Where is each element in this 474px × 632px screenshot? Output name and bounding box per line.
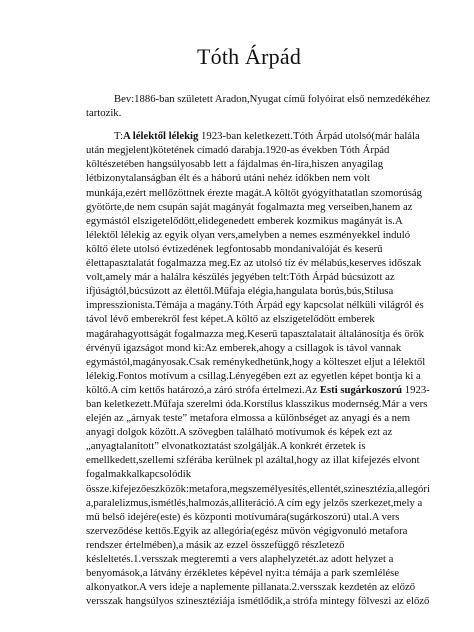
text-line: anyagi dolgok között.A szövegben található motívumok és képek ezt az xyxy=(86,426,393,439)
text-line: volt,amely már a halálra készülés jegyében telt:Tóth Árpád búcsúzott az xyxy=(86,271,395,284)
text-line: elején az „árnyak teste” metafora elmossa a különbséget az anyagi és a nem xyxy=(86,412,411,425)
text-line: emellkedett,szellemi szférába kerülnek pl azáltal,hogy az illat kifejezés elvont xyxy=(86,454,420,467)
text-line: késleltetés.1.versszak megteremti a vers alaphelyzetét.az adott helyzet a xyxy=(86,553,394,565)
text-line: mű belső idejére(este) és központi motívumára(sugárkoszorú) utal.A vers xyxy=(86,510,400,523)
text-line: után megjelent)kötetének címadó darabja.1920-as években Tóth Árpád xyxy=(86,144,390,157)
text-line: egymástól elszigetelődött,elidegenedett emberek kozmikus magányát is.A xyxy=(86,214,403,227)
text-line: távol lévő emberekről fest képet.A költő az elszigetelődött emberek xyxy=(86,313,375,326)
text-run: 1923-ban keletkezett.Tóth Árpád utolsó(már halála xyxy=(198,130,420,143)
text-line: rendszer értelmében),a másik az ezzel összefüggő részletező xyxy=(86,538,345,551)
text-prefix: Az xyxy=(304,383,320,396)
text-line: érvényű igazságot mond ki:Az emberek,ahogy a csillagok is távol vannak xyxy=(86,341,402,354)
text-line: Bev:1886-ban született Aradon,Nyugat című folyóirat első nemzedékéhez xyxy=(114,93,431,105)
text-line: tartozik. xyxy=(86,107,122,120)
text-line: költészetében hangsúlyosabb lett a fájdalmas én-líra,hiszen anyagilag xyxy=(86,158,384,171)
text-line: fogalmakkalkapcsolódik xyxy=(86,468,192,481)
bio-paragraph xyxy=(86,92,431,120)
text-line: a,paralelizmus,ismétlés,halmozás,alliteráció.A cím egy jelzős szerkezet,mely a xyxy=(86,496,423,509)
text-line: lélekig.Fontos motívum a csillag.Lényegében ezt az egyetlen képet bontja ki a xyxy=(86,369,421,382)
body-paragraph xyxy=(86,129,430,608)
text-line: impresszionista.Témája a magány.Tóth Árpád egy kapcsolat nélküli világról és xyxy=(86,299,424,312)
page-title: Tóth Árpád xyxy=(196,44,302,69)
text-line: költő élete utolsó évtizedének legfontosabb mondanivalóját és keserű xyxy=(86,242,383,255)
text-line: lélektől lélekig az egyik olyan vers,amelyben a nemes eszményekkel induló xyxy=(86,228,411,241)
text-prefix: T: xyxy=(114,130,123,143)
text-line: össze.kifejezőeszközök:metafora,megszemélyesítés,ellentét,szinesztézia,allegóri xyxy=(86,482,430,495)
poem-title-bold: Esti sugárkoszorú xyxy=(319,383,403,396)
text-line: egymástól,magányosak.Csak reménykedhetünk,hogy a költeszet eljut a lélektől xyxy=(86,355,426,368)
text-run: költő.A cím kettős határozó,a záró strófa értelmezi. xyxy=(86,383,305,396)
text-line: ifjúságtól,búcsúzott az élettől.Műfaja elégia,hangulata borús,bús,Stilusa xyxy=(86,285,394,298)
text-line: gyötörte,de nem csupán saját magányát fogalmazta meg verseiben,hanem az xyxy=(86,200,413,213)
text-line: létbizonytalanságban élt és a háború utáni nehéz időkben nem volt xyxy=(86,172,371,185)
text-line: alkonyatkor.A vers ideje a naplemente pillanata.2.versszak kezdetén az előző xyxy=(86,581,416,594)
text-line: benyomások,a látvány érzékletes képével nyit:a témája a park szemlélése xyxy=(86,567,400,580)
text-line xyxy=(86,129,420,143)
text-line xyxy=(86,383,430,397)
text-line: élettapasztalatát fogalmazza meg.Ez az utolsó tíz év mélabús,keserves időszak xyxy=(86,257,422,270)
text-line: versszak hangsúlyos szinesztéziája ismétlődik,a strófa mintegy fölveszi az előző xyxy=(86,595,430,608)
text-line: szerveződése kettős.Egyik az allegória(egész művön végigvonuló metafora xyxy=(86,524,408,537)
poem-title-bold: A lélektől lélekig xyxy=(122,130,199,143)
text-run: 1923- xyxy=(402,383,430,396)
text-line: magárahagyottságát fogalmazza meg.Keserű tapasztalatait általánosítja és örök xyxy=(86,327,424,340)
text-line: ban keletkezett.Műfaja szerelmi óda.Korstílus klasszikus modernség.Már a vers xyxy=(86,397,428,410)
text-line: munkája,ezért mellőzöttnek érezte magát.A költőt gyógyíthatatlan szomorúság xyxy=(86,186,422,199)
text-line: „anyagtalanított” elvonatkoztatást szolgálják.A konkrét érzetek is xyxy=(86,440,366,453)
